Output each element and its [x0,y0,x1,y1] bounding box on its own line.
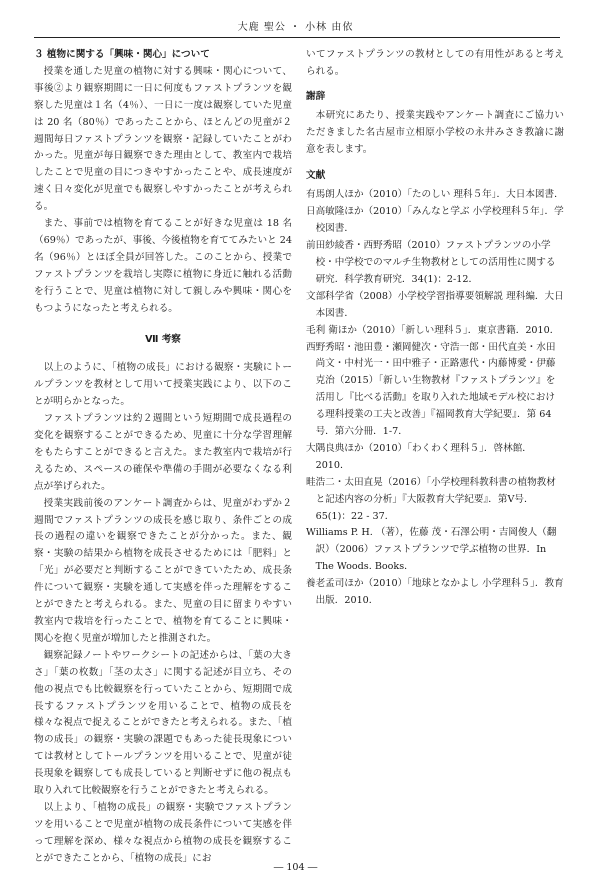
reference-item: 文部科学省（2008）小学校学習指導要領解説 理科編．大日本図書． [306,290,564,319]
section-3-heading: ３ 植物に関する「興味・関心」について [34,49,210,60]
reference-item: 大隅良典ほか（2010）「わくわく理科５」．啓林館．2010． [306,442,532,471]
page-number: ― 104 ― [273,862,318,873]
discussion-paragraph: 授業実践前後のアンケート調査からは、児童がわずか２週間でファストプランツの成長を感じ取り、条件ごとの成長の過程の違いを観察できたことが分かった。また、観察・実験の結果から植物を成長させるためには「肥料」と「光」が必要だと判断することができていたため、成長条件について観察・実験を通して実感を伴った理解をすることができたと考えられる。また、児童の目に留まりやすい教室内で栽培を行ったことで、植物を育てることに興味・関心を抱く児童が増加したと推測された。 [34,497,292,644]
discussion-paragraph: 以上のように、「植物の成長」における観察・実験にトールプランツを教材として用いて授業実践により、以下のことが明らかとなった。 [34,362,292,408]
reference-item: 西野秀昭・池田豊・瀬岡健次・守浩一郎・田代直美・水田尚文・中村光一・田中雅子・正路憲代・内藤博愛・伊藤克治（2015）「新しい生物教材『ファストプランツ』を活用し『比べる活動』を取り入れた地域モデル校における理科授業の工夫と改善」『福岡教育大学紀要』．第 64 号．第六分冊．1-7． [306,341,556,438]
section-3-paragraph: また、事前では植物を育てることが好きな児童は 18 名（69％）であったが、事後、今後植物を育ててみたいと 24 名（96％）とほぼ全員が回答した。このことから、授業でファストプランツを栽培し実際に植物に身近に触れる活動を行うことで、児童は植物に対して親しみや興味・関心をもつようになったと考えられる。 [34,218,292,314]
chapter-7-heading: Ⅶ 考察 [145,333,181,345]
discussion-paragraph: 以上より、「植物の成長」の観察・実験でファストプランツを用いることで児童が植物の成長条件について実感を伴って理解を深め、様々な視点から植物の成長を観察することができたことから、「植物の成長」にお [34,801,292,864]
discussion-continuation: いてファストプランツの教材としての有用性があると考えられる。 [306,49,564,77]
discussion-paragraph: 観察記録ノートやワークシートの記述からは、「葉の大きさ」「葉の枚数」「茎の太さ」に関する記述が目立ち、その他の視点でも比較観察を行っていたことから、短期間で成長するファストプランツを用いることで、植物の成長を様々な視点で捉えることができたと考えられる。また、「植物の成長」の観察・実験の課題でもあった徒長現象については教材としてトールプランツを用いることで、児童が徒長現象を観察しても成長していると判断せずに他の視点も取り入れて比較観察を行うことができたと考えられる。 [34,649,292,797]
running-header-authors: 大鹿 聖公 ・ 小林 由依 [237,22,354,33]
reference-item: Williams P. H. （著），佐藤 茂・石澤公明・吉岡俊人（翻訳）（2006）ファストプランツで学ぶ植物の世界．In The Woods. Books． [306,527,557,573]
section-3-paragraph: 授業を通した児童の植物に対する興味・関心について、事後②より観察期間に一日に何度もファストプランツを観察した児童は１名（4％）、一日に一度は観察していた児童は 20 名（80％）であったことから、ほとんどの児童が２週間毎日ファストプランツを観察・記録していたことがわかった。児童が毎日観察できた理由として、教室内で栽培したことで児童の目につきやすかったことや、成長速度が速く日々変化が児童でも観察しやすかったことが考えられる。 [34,65,292,213]
discussion-paragraph: ファストプランツは約２週間という短期間で成長過程の変化を観察することができるため、児童に十分な学習理解をもたらすことができると言えた。また教室内で栽培が行えるため、スペースの確保や準備の手間が必要なくなる利点が挙げられた。 [34,413,292,492]
left-column [34,47,292,868]
reference-item: 毛利 衛ほか（2010）「新しい理科５」．東京書籍．2010． [306,324,560,336]
reference-item: 日高敏隆ほか（2010）「みんなと学ぶ 小学校理科５年」．学校図書． [306,206,564,235]
header-rule [34,37,560,38]
acknowledgement-text: 本研究にあたり、授業実践やアンケート調査にご協力いただきました名古屋市立相原小学校の永井みさき教諭に謝意を表します。 [306,109,564,155]
right-column [306,47,564,610]
reference-item: 有馬朗人ほか（2010）「たのしい 理科５年」．大日本図書． [306,189,564,201]
reference-list [306,187,564,610]
references-heading: 文献 [306,170,326,182]
reference-item: 畦浩二・太田直晃（2016）「小学校理科教科書の植物教材と記述内容の分析」『大阪教育大学紀要』．第Ⅴ号．65(1)：22 - 37． [306,476,556,522]
reference-item: 前田紗綾香・西野秀昭（2010）ファストプランツの小学校・中学校でのマルチ生物教材としての活用性に関する研究．科学教育研究．34(1)：2-12． [306,240,556,285]
reference-item: 養老孟司ほか（2010）「地球となかよし 小学理科５」．教育出版．2010． [306,578,564,607]
acknowledgement-heading: 謝辞 [306,90,326,102]
